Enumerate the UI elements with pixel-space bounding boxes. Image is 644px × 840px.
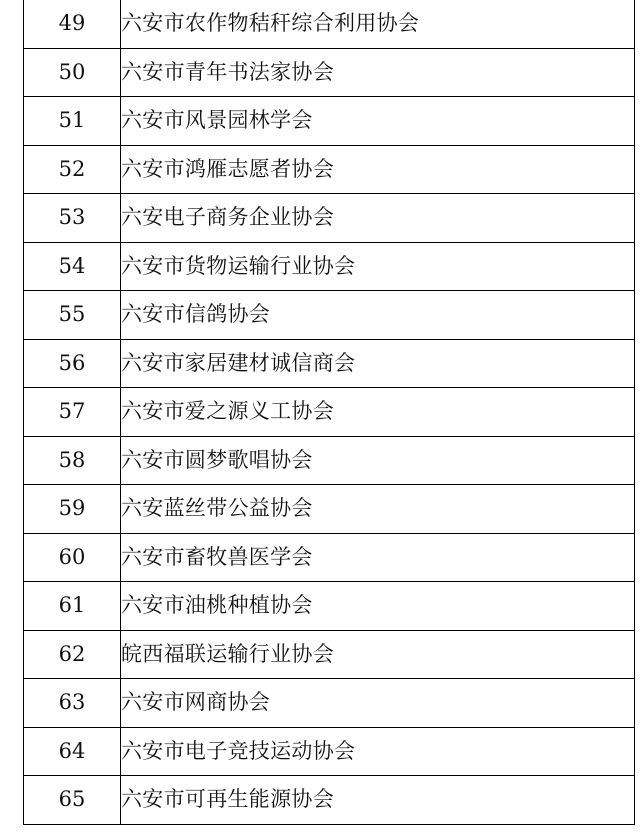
association-name: 六安市鸿雁志愿者协会: [121, 145, 635, 194]
row-number: 62: [24, 630, 121, 679]
table-row: [24, 145, 635, 194]
table-row: [24, 776, 635, 825]
table-row: [24, 727, 635, 776]
association-name: 六安市家居建材诚信商会: [121, 339, 635, 388]
row-number: 63: [24, 679, 121, 728]
table-row: [24, 630, 635, 679]
row-number: 53: [24, 194, 121, 243]
association-name: 六安电子商务企业协会: [121, 194, 635, 243]
association-name: 六安市货物运输行业协会: [121, 242, 635, 291]
association-name: 六安市爱之源义工协会: [121, 388, 635, 437]
association-name: 六安市青年书法家协会: [121, 48, 635, 97]
association-name: 六安市畜牧兽医学会: [121, 533, 635, 582]
association-name: 六安市农作物秸秆综合利用协会: [121, 0, 635, 48]
table-row: [24, 388, 635, 437]
association-name: 六安市网商协会: [121, 679, 635, 728]
row-number: 54: [24, 242, 121, 291]
association-name: 六安蓝丝带公益协会: [121, 485, 635, 534]
row-number: 50: [24, 48, 121, 97]
association-name: 六安市信鸽协会: [121, 291, 635, 340]
association-name: 六安市电子竞技运动协会: [121, 727, 635, 776]
association-name: 六安市油桃种植协会: [121, 582, 635, 631]
association-name: 六安市圆梦歌唱协会: [121, 436, 635, 485]
table-row: [24, 485, 635, 534]
table-row: [24, 679, 635, 728]
row-number: 51: [24, 97, 121, 146]
row-number: 64: [24, 727, 121, 776]
row-number: 58: [24, 436, 121, 485]
row-number: 49: [24, 0, 121, 48]
association-name: 皖西福联运输行业协会: [121, 630, 635, 679]
association-table-body: [24, 0, 635, 824]
table-row: [24, 339, 635, 388]
table-row: [24, 533, 635, 582]
table-row: [24, 291, 635, 340]
association-name: 六安市可再生能源协会: [121, 776, 635, 825]
row-number: 65: [24, 776, 121, 825]
table-row: [24, 48, 635, 97]
association-table: [23, 0, 635, 825]
row-number: 52: [24, 145, 121, 194]
association-name: 六安市风景园林学会: [121, 97, 635, 146]
table-row: [24, 194, 635, 243]
table-row: [24, 0, 635, 48]
row-number: 55: [24, 291, 121, 340]
row-number: 57: [24, 388, 121, 437]
row-number: 56: [24, 339, 121, 388]
row-number: 60: [24, 533, 121, 582]
row-number: 61: [24, 582, 121, 631]
table-row: [24, 436, 635, 485]
table-row: [24, 582, 635, 631]
table-row: [24, 242, 635, 291]
table-row: [24, 97, 635, 146]
row-number: 59: [24, 485, 121, 534]
